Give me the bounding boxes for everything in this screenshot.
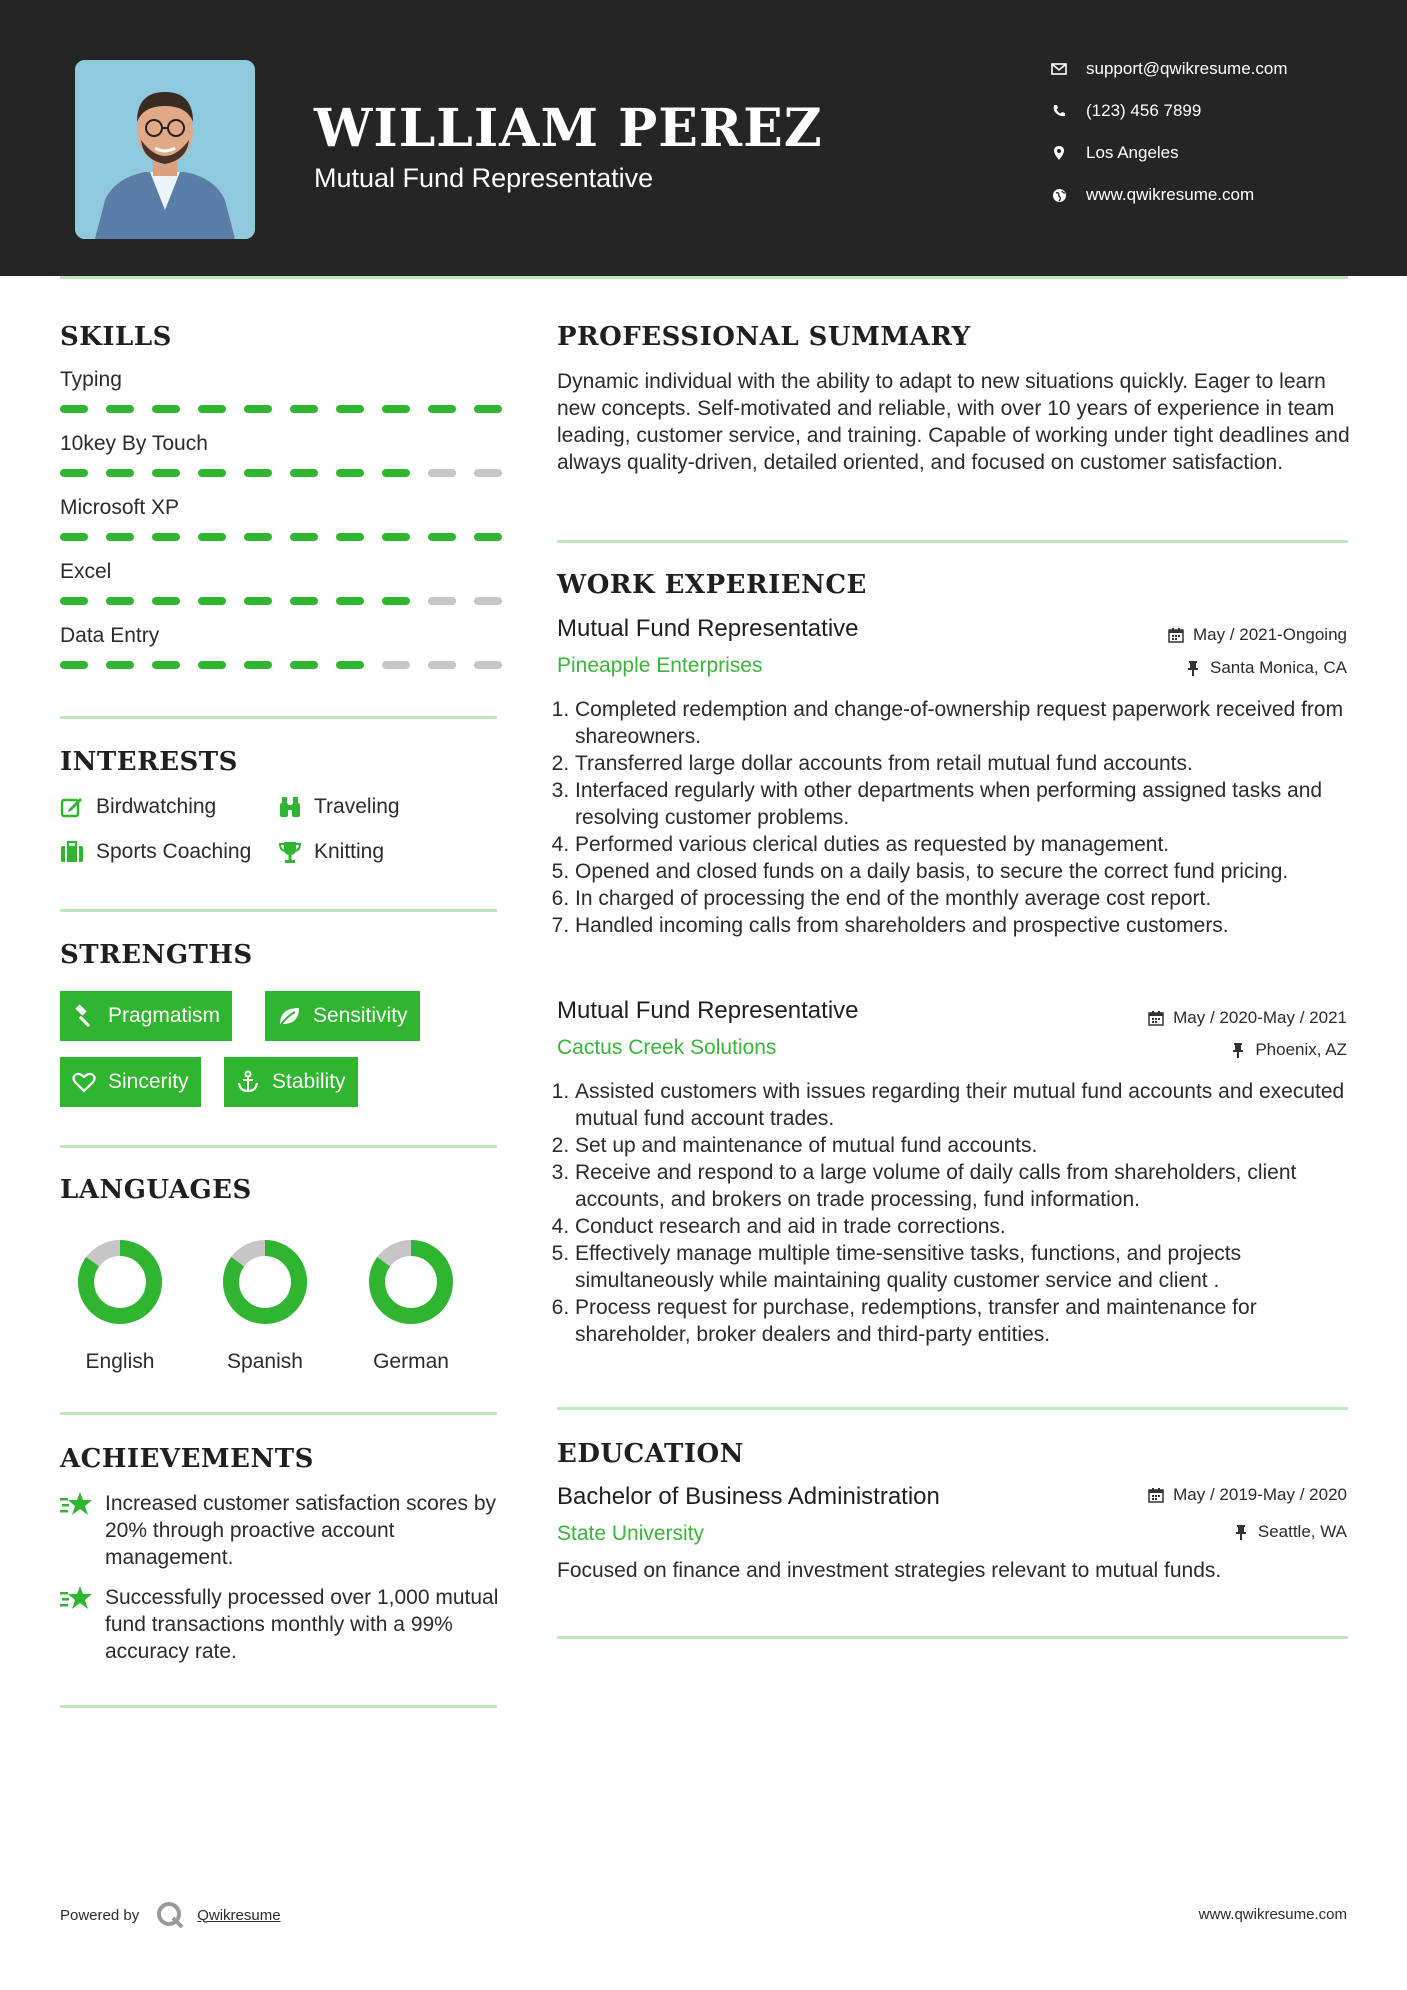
skill-dash-filled (106, 405, 134, 413)
calendar-icon (1148, 1487, 1164, 1503)
pushpin-icon (1233, 1524, 1249, 1540)
job-title: Mutual Fund Representative (557, 615, 859, 642)
heart-icon (72, 1070, 96, 1094)
map-pin-icon (1050, 144, 1068, 162)
summary-title: PROFESSIONAL SUMMARY (557, 322, 971, 352)
skill-dash-empty (474, 469, 502, 477)
skill-dash-filled (290, 661, 318, 669)
summary-divider (557, 540, 1348, 543)
interest-item (60, 795, 216, 819)
envelope-icon (1050, 60, 1068, 78)
interest-label: Birdwatching (96, 795, 217, 818)
experience-divider (557, 1407, 1348, 1410)
strength-label: Stability (272, 1070, 346, 1093)
job-company: Pineapple Enterprises (557, 654, 763, 677)
skill-dash-filled (244, 469, 272, 477)
language-progress-ring (76, 1238, 164, 1326)
summary-text: Dynamic individual with the ability to adapt to new situations quickly. Eager to learn new concepts. Self-motivated and reliable, with over 10 years of experience in team leading, customer service, and training. Capable of working under tight deadlines and always quality-driven, detailed oriented, and focused on customer satisfaction. (557, 370, 1350, 474)
job-duties (557, 696, 1375, 939)
job-location-text: Phoenix, AZ (1255, 1040, 1347, 1059)
interests-title: INTERESTS (60, 747, 238, 777)
star-award-icon (60, 1584, 94, 1614)
interest-label: Knitting (314, 840, 385, 863)
education-dates (1148, 1485, 1347, 1505)
job-title: Mutual Fund Representative (557, 997, 859, 1024)
skill-dash-filled (152, 597, 180, 605)
achievement-text: Successfully processed over 1,000 mutual fund transactions monthly with a 99% accuracy rate. (105, 1586, 499, 1663)
strength-label: Sensitivity (313, 1004, 408, 1027)
achievements-divider (60, 1705, 497, 1708)
job-dates-text: May / 2020-May / 2021 (1173, 1008, 1347, 1027)
skill-dash-filled (244, 405, 272, 413)
job-location (1230, 1040, 1347, 1060)
language-progress-ring (221, 1238, 309, 1326)
interest-item (278, 840, 384, 864)
skill-dash-filled (290, 533, 318, 541)
skill-level-bar (60, 405, 502, 413)
language-spanish (195, 1238, 335, 1374)
strength-label: Pragmatism (108, 1004, 221, 1027)
skill-dash-filled (106, 533, 134, 541)
skill-dash-filled (152, 661, 180, 669)
skill-level-bar (60, 533, 502, 541)
footer-website[interactable]: www.qwikresume.com (1198, 1906, 1347, 1923)
candidate-name: WILLIAM PEREZ (314, 98, 823, 159)
phone-icon (1050, 102, 1068, 120)
skill-dash-filled (244, 661, 272, 669)
interest-item (60, 840, 251, 864)
resume-header (0, 0, 1407, 276)
skill-dash-empty (382, 661, 410, 669)
skill-dash-filled (60, 533, 88, 541)
skill-dash-filled (106, 661, 134, 669)
contact-location-text: Los Angeles (1086, 143, 1179, 162)
skill-dash-filled (336, 533, 364, 541)
duty-item: 1. Assisted customers with issues regarding their mutual fund accounts and executed mutual fund account trades. (575, 1078, 1375, 1132)
skill-dash-filled (382, 469, 410, 477)
interest-item (278, 795, 400, 819)
language-english (50, 1238, 190, 1374)
job-location (1185, 658, 1347, 678)
contact-email-text: support@qwikresume.com (1086, 59, 1288, 78)
duty-item: 5. Effectively manage multiple time-sensitive tasks, functions, and projects simultaneously while maintaining quality customer service and client . (575, 1240, 1375, 1294)
globe-icon (1050, 186, 1068, 204)
skill-level-bar (60, 597, 502, 605)
skill-dash-filled (198, 533, 226, 541)
job-location-text: Santa Monica, CA (1209, 658, 1347, 677)
skill-dash-filled (244, 533, 272, 541)
skill-dash-filled (474, 533, 502, 541)
education-divider (557, 1636, 1348, 1639)
star-award-icon (60, 1490, 94, 1520)
trophy-icon (278, 840, 302, 864)
duty-item: 3. Interfaced regularly with other departments when performing assigned tasks and resolving customer problems. (575, 777, 1375, 831)
brand-link[interactable]: Qwikresume (197, 1906, 281, 1924)
skill-dash-filled (152, 405, 180, 413)
contact-phone[interactable] (1050, 101, 1380, 121)
skill-name: Microsoft XP (60, 496, 180, 519)
candidate-title: Mutual Fund Representative (314, 163, 654, 193)
skill-dash-filled (198, 405, 226, 413)
experience-title: WORK EXPERIENCE (557, 570, 867, 600)
calendar-icon (1148, 1010, 1164, 1026)
skill-dash-filled (198, 597, 226, 605)
education-degree: Bachelor of Business Administration (557, 1483, 940, 1510)
powered-by-text: Powered by (60, 1906, 140, 1924)
skill-dash-empty (474, 597, 502, 605)
gavel-icon (72, 1004, 96, 1028)
skill-dash-filled (382, 533, 410, 541)
skill-dash-filled (106, 597, 134, 605)
duty-item: 6. Process request for purchase, redemptions, transfer and maintenance for shareholder, broker dealers and third-party entities. (575, 1294, 1375, 1348)
skill-dash-filled (244, 597, 272, 605)
language-german (341, 1238, 481, 1374)
language-label: English (85, 1350, 155, 1373)
leaf-icon (277, 1004, 301, 1028)
education-title: EDUCATION (557, 1439, 744, 1469)
strengths-divider (60, 1145, 497, 1148)
duty-item: 4. Conduct research and aid in trade corrections. (575, 1213, 1375, 1240)
duty-item: 3. Receive and respond to a large volume of daily calls from shareholders, client accounts, and brokers on trade processing, fund information. (575, 1159, 1375, 1213)
skill-dash-empty (428, 661, 456, 669)
skills-title: SKILLS (60, 322, 172, 352)
language-label: German (373, 1350, 449, 1373)
skill-dash-filled (198, 469, 226, 477)
skill-dash-filled (152, 469, 180, 477)
calendar-icon (1168, 627, 1184, 643)
languages-title: LANGUAGES (60, 1175, 252, 1205)
skill-dash-filled (428, 533, 456, 541)
skill-dash-empty (428, 597, 456, 605)
education-school: State University (557, 1522, 705, 1545)
skill-dash-filled (60, 661, 88, 669)
skill-dash-filled (382, 597, 410, 605)
skill-name: Data Entry (60, 624, 160, 647)
duty-item: 1. Completed redemption and change-of-ownership request paperwork received from shareowners. (575, 696, 1375, 750)
job-dates (1168, 625, 1347, 645)
skill-name: 10key By Touch (60, 432, 208, 455)
achievement-text: Increased customer satisfaction scores by 20% through proactive account management. (105, 1492, 497, 1569)
job-dates (1148, 1008, 1347, 1028)
job-company: Cactus Creek Solutions (557, 1036, 777, 1059)
skill-level-bar (60, 469, 502, 477)
skill-dash-filled (336, 597, 364, 605)
edit-icon (60, 795, 84, 819)
strength-badge (265, 991, 420, 1041)
strengths-title: STRENGTHS (60, 940, 253, 970)
strength-badge (224, 1057, 358, 1107)
skill-dash-filled (474, 405, 502, 413)
duty-item: 6. In charged of processing the end of the monthly average cost report. (575, 885, 1375, 912)
contact-website[interactable] (1050, 185, 1380, 205)
duty-item: 4. Performed various clerical duties as requested by management. (575, 831, 1375, 858)
pushpin-icon (1230, 1042, 1246, 1058)
skill-dash-filled (60, 597, 88, 605)
language-label: Spanish (227, 1350, 303, 1373)
strength-badge (60, 1057, 201, 1107)
duty-item: 5. Opened and closed funds on a daily basis, to secure the correct fund pricing. (575, 858, 1375, 885)
skill-dash-filled (382, 405, 410, 413)
achievements-title: ACHIEVEMENTS (60, 1444, 314, 1474)
skill-dash-filled (106, 469, 134, 477)
contact-phone-text: (123) 456 7899 (1086, 101, 1202, 120)
skill-dash-filled (60, 405, 88, 413)
skill-dash-filled (290, 597, 318, 605)
skill-dash-filled (428, 405, 456, 413)
language-progress-ring (367, 1238, 455, 1326)
duty-item: 7. Handled incoming calls from shareholders and prospective customers. (575, 912, 1375, 939)
strength-label: Sincerity (108, 1070, 189, 1093)
achievement-item (60, 1490, 500, 1571)
duty-item: 2. Set up and maintenance of mutual fund accounts. (575, 1132, 1375, 1159)
qwikresume-logo-icon (155, 1900, 185, 1930)
achievement-item (60, 1584, 500, 1665)
anchor-icon (236, 1070, 260, 1094)
skill-dash-filled (152, 533, 180, 541)
pushpin-icon (1185, 660, 1201, 676)
skill-dash-filled (290, 405, 318, 413)
skill-dash-filled (290, 469, 318, 477)
interest-label: Sports Coaching (96, 840, 252, 863)
interests-divider (60, 909, 497, 912)
skill-dash-filled (336, 661, 364, 669)
skill-name: Excel (60, 560, 112, 583)
briefcase-icon (60, 840, 84, 864)
education-location-text: Seattle, WA (1257, 1522, 1347, 1541)
education-description: Focused on finance and investment strategies relevant to mutual funds. (557, 1559, 1222, 1582)
skills-divider (60, 716, 497, 719)
skill-name: Typing (60, 368, 122, 391)
skill-level-bar (60, 661, 502, 669)
skill-dash-filled (198, 661, 226, 669)
skill-dash-empty (428, 469, 456, 477)
interest-label: Traveling (314, 795, 400, 818)
job-dates-text: May / 2021-Ongoing (1192, 625, 1347, 644)
skill-dash-filled (336, 469, 364, 477)
binoculars-icon (278, 795, 302, 819)
languages-divider (60, 1412, 497, 1415)
duty-item: 2. Transferred large dollar accounts from retail mutual fund accounts. (575, 750, 1375, 777)
contact-location (1050, 143, 1380, 163)
education-dates-text: May / 2019-May / 2020 (1173, 1485, 1347, 1504)
skill-dash-filled (60, 469, 88, 477)
contact-email[interactable] (1050, 59, 1380, 79)
job-duties (557, 1078, 1375, 1348)
strength-badge (60, 991, 232, 1041)
footer-powered-by (60, 1900, 281, 1930)
profile-photo (75, 60, 255, 239)
header-divider (60, 276, 1348, 279)
skill-dash-empty (474, 661, 502, 669)
skill-dash-filled (336, 405, 364, 413)
contact-website-text: www.qwikresume.com (1086, 185, 1255, 204)
education-location (1233, 1522, 1347, 1542)
